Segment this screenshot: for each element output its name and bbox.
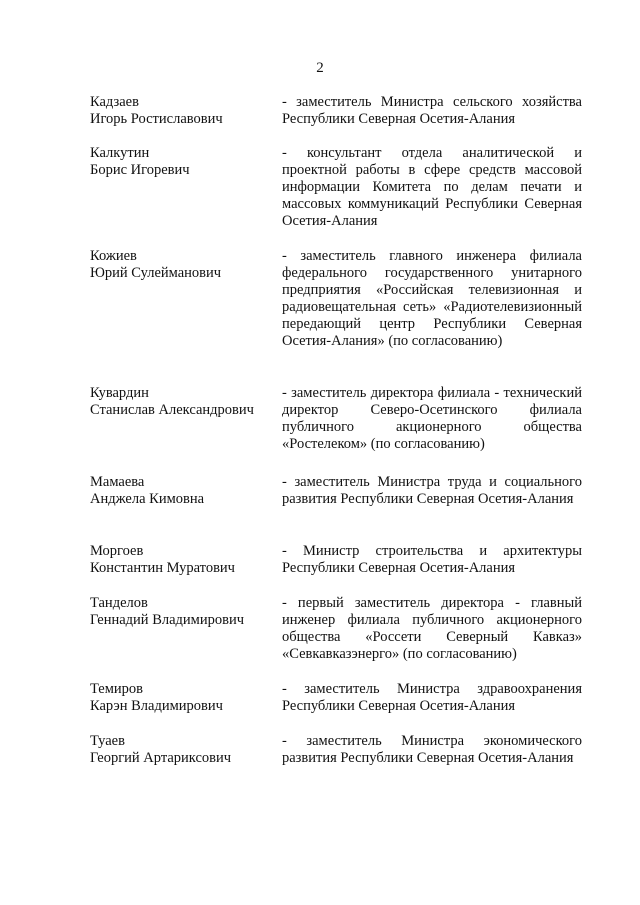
person-given-name: Анджела Кимовна [90, 491, 205, 507]
person-role: - заместитель директора филиала - технический директор Северо-Осетинского филиала публичного акционерного общества «Ростелеком» (по согласованию) [282, 385, 582, 452]
person-name [90, 681, 270, 715]
person-role: - заместитель Министра здравоохранения Республики Северная Осетия-Алания [282, 681, 582, 714]
person-name [90, 474, 270, 508]
person-role: - заместитель Министра сельского хозяйства Республики Северная Осетия-Алания [282, 94, 582, 127]
person-name [90, 595, 270, 629]
person-name [90, 94, 270, 128]
person-surname: Мамаева [90, 474, 145, 490]
person-given-name: Игорь Ростиславович [90, 111, 223, 127]
person-role: - Министр строительства и архитектуры Республики Северная Осетия-Алания [282, 543, 582, 576]
person-name [90, 248, 270, 282]
person-role: - заместитель главного инженера филиала федерального государственного унитарного предприятия «Российская телевизионная и радиовещательная сеть» «Радиотелевизионный передающий центр Республики Северная Осетия-Алания» (по согласованию) [282, 248, 582, 349]
person-role: - заместитель Министра труда и социального развития Республики Северная Осетия-Алания [282, 474, 582, 507]
person-surname: Калкутин [90, 145, 150, 161]
person-given-name: Карэн Владимирович [90, 698, 223, 714]
person-surname: Темиров [90, 681, 144, 697]
person-given-name: Георгий Артариксович [90, 750, 232, 766]
person-surname: Кожиев [90, 248, 137, 264]
person-given-name: Геннадий Владимирович [90, 612, 245, 628]
person-role: - первый заместитель директора - главный инженер филиала публичного акционерного общества «Россети Северный Кавказ» «Севкавказэнерго» (по согласованию) [282, 595, 582, 662]
person-surname: Кадзаев [90, 94, 139, 110]
person-given-name: Станислав Александрович [90, 402, 254, 418]
person-surname: Туаев [90, 733, 125, 749]
person-role: - заместитель Министра экономического развития Республики Северная Осетия-Алания [282, 733, 582, 766]
person-name [90, 733, 270, 767]
person-name [90, 385, 270, 419]
person-given-name: Константин Муратович [90, 560, 235, 576]
person-given-name: Борис Игоревич [90, 162, 190, 178]
person-surname: Кувардин [90, 385, 149, 401]
person-surname: Моргоев [90, 543, 144, 559]
person-surname: Танделов [90, 595, 148, 611]
page-number: 2 [316, 60, 324, 76]
person-role: - консультант отдела аналитической и проектной работы в сфере средств массовой информации Комитета по делам печати и массовых коммуникаций Республики Северная Осетия-Алания [282, 145, 582, 229]
person-name [90, 543, 270, 577]
person-given-name: Юрий Сулейманович [90, 265, 222, 281]
person-name [90, 145, 270, 179]
